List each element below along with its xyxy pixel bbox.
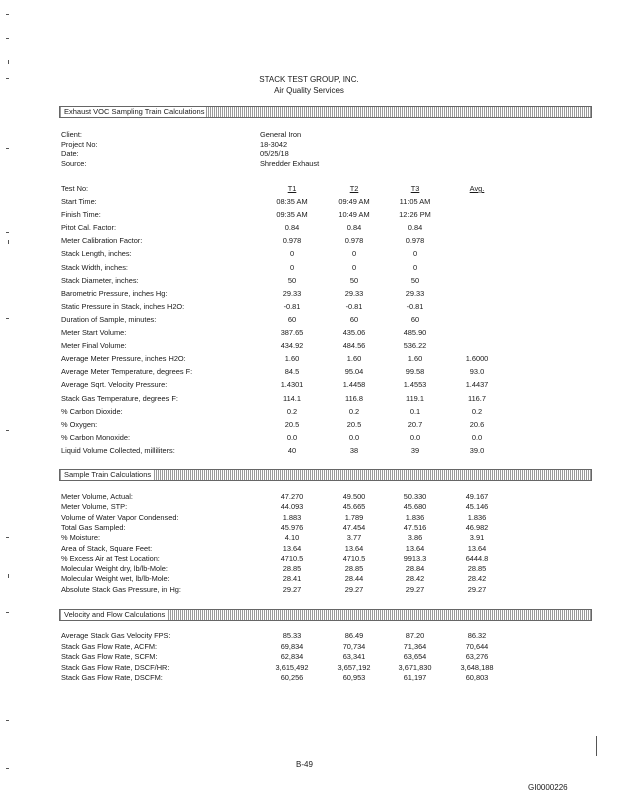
cell-t1: 387.65 <box>280 328 304 337</box>
cell-avg: 0.2 <box>471 406 483 416</box>
cell-t2: 3,657,192 <box>337 662 371 672</box>
cell-avg: 20.6 <box>469 419 485 429</box>
cell-t1: 45.976 <box>280 522 304 532</box>
cell-avg: 6444.8 <box>465 553 489 563</box>
cell-t3: 11:05 AM <box>399 197 431 206</box>
table-row <box>61 275 581 287</box>
cell-t3: 536.22 <box>403 341 427 351</box>
table-row <box>61 379 581 391</box>
row-label: % Carbon Monoxide: <box>61 432 131 442</box>
table-row <box>61 340 581 352</box>
table-row <box>61 288 581 300</box>
info-value: 05/25/18 <box>260 149 289 159</box>
cell-t1: 69,834 <box>280 641 304 651</box>
column-label: Test No: <box>61 184 89 193</box>
row-label: Molecular Weight dry, lb/lb-Mole: <box>61 564 168 574</box>
info-row <box>61 130 461 140</box>
section-bar-sample <box>59 469 592 481</box>
table-row <box>61 584 581 596</box>
cell-avg: 60,803 <box>465 673 489 683</box>
row-label: Meter Volume, Actual: <box>61 492 133 501</box>
page-number: B-49 <box>296 760 313 769</box>
cell-t3: 1.60 <box>407 354 423 364</box>
cell-t3: 63,654 <box>403 652 427 662</box>
cell-t2: 3.77 <box>346 533 362 543</box>
table-row <box>61 196 581 208</box>
cell-t1: 0.2 <box>286 406 298 416</box>
cell-avg: 86.32 <box>467 631 487 640</box>
row-label: Start Time: <box>61 197 97 206</box>
cell-t2: 20.5 <box>346 419 362 429</box>
cell-t3: 3.86 <box>407 533 423 543</box>
cell-t2: 60 <box>349 314 359 324</box>
document-id: GI0000226 <box>528 783 568 792</box>
cell-t2: 0.84 <box>346 223 362 233</box>
cell-t1: 28.85 <box>282 564 302 574</box>
cell-avg: 0.0 <box>471 432 483 442</box>
cell-t1: 60 <box>287 314 297 324</box>
row-label: % Moisture: <box>61 533 101 543</box>
row-label: Pitot Cal. Factor: <box>61 223 117 233</box>
cell-t3: 0.84 <box>407 223 423 233</box>
cell-avg: 116.7 <box>468 393 486 403</box>
row-label: Stack Gas Flow Rate, DSCF/HR: <box>61 662 170 672</box>
cell-t1: 44.093 <box>280 502 304 512</box>
cell-t2: 63,341 <box>342 652 366 662</box>
cell-t3: 87.20 <box>405 631 425 640</box>
cell-t3: 28.42 <box>405 574 425 584</box>
company-subtitle: Air Quality Services <box>274 86 344 95</box>
cell-avg: 63,276 <box>465 652 489 662</box>
cell-t1: 29.33 <box>282 288 302 298</box>
row-label: Absolute Stack Gas Pressure, in Hg: <box>61 584 181 594</box>
cell-t2: 70,734 <box>342 641 366 651</box>
cell-t3: 3,671,830 <box>398 662 432 672</box>
cell-t1: 29.27 <box>282 584 302 594</box>
cell-t2: 47.454 <box>342 522 366 532</box>
cell-t3: 485.90 <box>403 328 427 337</box>
cell-t2: 28.44 <box>344 574 364 584</box>
cell-t1: 0.0 <box>286 432 298 442</box>
cell-t1: 62,834 <box>280 652 304 662</box>
info-label: Source: <box>61 158 87 168</box>
cell-avg: 1.6000 <box>465 354 489 364</box>
cell-t3: 1.4553 <box>403 380 427 390</box>
row-label: % Oxygen: <box>61 419 98 429</box>
table-row <box>61 235 581 247</box>
cell-t2: 50 <box>349 275 359 285</box>
cell-avg: 3.91 <box>469 533 485 543</box>
column-t3: T3 <box>410 184 420 193</box>
cell-t2: 13.64 <box>344 543 364 553</box>
info-row <box>61 140 461 150</box>
cell-t2: 38 <box>349 445 359 455</box>
row-label: Stack Gas Flow Rate, SCFM: <box>61 652 158 662</box>
cell-t2: 116.8 <box>345 393 363 403</box>
cell-avg: 45.146 <box>465 502 489 512</box>
row-label: Average Meter Temperature, degrees F: <box>61 367 193 377</box>
row-label: Average Meter Pressure, inches H2O: <box>61 354 186 364</box>
table-row <box>61 222 581 234</box>
cell-t2: 10:49 AM <box>338 210 370 220</box>
row-label: Liquid Volume Collected, milliliters: <box>61 445 175 455</box>
cell-t2: 60,953 <box>342 673 366 683</box>
row-label: Stack Gas Flow Rate, DSCFM: <box>61 673 163 683</box>
cell-t2: 45.665 <box>342 502 366 512</box>
row-label: Static Pressure in Stack, inches H2O: <box>61 301 185 311</box>
cell-t2: 0.0 <box>348 432 360 442</box>
section-bar-velocity <box>59 609 592 621</box>
cell-avg: 93.0 <box>469 367 485 377</box>
cell-t3: 13.64 <box>405 543 425 553</box>
cell-t2: 1.789 <box>344 512 364 522</box>
table-row <box>61 209 581 221</box>
cell-t1: 0.84 <box>284 223 300 233</box>
cell-t3: 1.836 <box>405 512 425 522</box>
cell-t2: 0.2 <box>348 406 360 416</box>
company-name: STACK TEST GROUP, INC. <box>259 75 359 84</box>
cell-avg: 1.836 <box>467 512 487 522</box>
cell-t3: 9913.3 <box>403 553 427 563</box>
row-label: Stack Diameter, inches: <box>61 275 139 285</box>
cell-t1: 85.33 <box>282 631 302 640</box>
cell-t3: 119.1 <box>406 393 424 403</box>
row-label: Barometric Pressure, inches Hg: <box>61 288 168 298</box>
cell-avg: 39.0 <box>469 445 485 455</box>
cell-t2: 49.500 <box>342 492 366 501</box>
row-label: % Carbon Dioxide: <box>61 406 123 416</box>
row-label: Average Sqrt. Velocity Pressure: <box>61 380 168 390</box>
cell-t2: 0.978 <box>344 236 364 246</box>
cell-t1: 1.60 <box>284 354 300 364</box>
cell-t1: 20.5 <box>284 419 300 429</box>
cell-t2: 0 <box>351 262 357 272</box>
info-value: General Iron <box>260 130 302 139</box>
table-row <box>61 327 581 339</box>
cell-t3: 50.330 <box>403 492 427 501</box>
cell-t1: 1.883 <box>282 512 302 522</box>
cell-t1: 4710.5 <box>280 553 304 563</box>
cell-t3: 0.978 <box>405 236 425 246</box>
cell-t2: 29.27 <box>344 584 364 594</box>
cell-t2: 4710.5 <box>342 553 366 563</box>
cell-t1: 0 <box>289 249 295 259</box>
column-t2: T2 <box>349 184 359 193</box>
cell-t3: 50 <box>410 275 420 285</box>
cell-t1: 4.10 <box>284 533 300 543</box>
cell-t1: 84.5 <box>284 367 300 377</box>
cell-avg: 29.27 <box>467 584 487 594</box>
table-row <box>61 406 581 418</box>
row-label: Stack Gas Temperature, degrees F: <box>61 393 178 403</box>
cell-avg: 28.85 <box>467 564 487 574</box>
cell-t2: -0.81 <box>345 301 363 311</box>
table-row <box>61 301 581 313</box>
cell-t3: 20.7 <box>407 419 423 429</box>
cell-t3: 71,364 <box>403 641 427 651</box>
info-label: Project No: <box>61 139 98 149</box>
row-label: Molecular Weight wet, lb/lb-Mole: <box>61 574 170 584</box>
section-title-sampling: Exhaust VOC Sampling Train Calculations <box>64 107 205 116</box>
cell-t1: 28.41 <box>282 574 302 584</box>
cell-t3: 45.680 <box>403 502 427 512</box>
row-label: Area of Stack, Square Feet: <box>61 543 153 553</box>
cell-t1: 3,615,492 <box>275 662 309 672</box>
cell-t2: 29.33 <box>344 288 364 298</box>
cell-t2: 435.06 <box>342 328 366 337</box>
cell-t1: 13.64 <box>282 543 302 553</box>
row-label: Stack Length, inches: <box>61 249 132 259</box>
info-label: Date: <box>61 149 79 159</box>
cell-t3: 0 <box>412 249 418 259</box>
cell-t3: 61,197 <box>403 673 427 683</box>
cell-t2: 0 <box>351 249 357 259</box>
cell-t2: 95.04 <box>344 367 364 377</box>
cell-t3: -0.81 <box>406 301 424 311</box>
cell-t2: 09:49 AM <box>338 197 370 206</box>
cell-t2: 1.4458 <box>342 380 366 390</box>
row-label: Average Stack Gas Velocity FPS: <box>61 631 171 640</box>
cell-t1: 0 <box>289 262 295 272</box>
info-value: Shredder Exhaust <box>260 158 320 168</box>
cell-t1: -0.81 <box>283 301 301 311</box>
cell-t1: 0.978 <box>282 236 302 246</box>
cell-t3: 0 <box>412 262 418 272</box>
table-row <box>61 445 581 457</box>
cell-t1: 09:35 AM <box>276 210 308 220</box>
cell-t3: 39 <box>410 445 420 455</box>
cell-t1: 60,256 <box>280 673 304 683</box>
info-row <box>61 159 461 169</box>
cell-t1: 114.1 <box>283 393 301 403</box>
cell-t1: 434.92 <box>280 341 304 351</box>
table-row <box>61 262 581 274</box>
cell-avg: 49.167 <box>465 492 489 501</box>
row-label: Meter Start Volume: <box>61 328 127 337</box>
section-title-velocity: Velocity and Flow Calculations <box>64 610 166 619</box>
cell-t2: 484.56 <box>342 341 366 351</box>
cell-t2: 1.60 <box>346 354 362 364</box>
cell-avg: 46.982 <box>465 522 489 532</box>
cell-t2: 28.85 <box>344 564 364 574</box>
column-header-row <box>61 183 581 195</box>
row-label: Total Gas Sampled: <box>61 522 126 532</box>
info-label: Client: <box>61 130 82 139</box>
row-label: Meter Calibration Factor: <box>61 236 143 246</box>
cell-t3: 12:26 PM <box>399 210 431 220</box>
table-row <box>61 432 581 444</box>
row-label: Finish Time: <box>61 210 101 220</box>
info-row <box>61 149 461 159</box>
column-t1: T1 <box>287 184 297 193</box>
cell-t3: 29.33 <box>405 288 425 298</box>
cell-t1: 1.4301 <box>280 380 304 390</box>
table-row <box>61 393 581 405</box>
cell-avg: 1.4437 <box>465 380 489 390</box>
cell-t1: 50 <box>287 275 297 285</box>
row-label: Stack Gas Flow Rate, ACFM: <box>61 641 158 651</box>
table-row <box>61 314 581 326</box>
cell-t3: 60 <box>410 314 420 324</box>
cell-avg: 3,648,188 <box>460 662 494 672</box>
section-bar-sampling <box>59 106 592 118</box>
table-row <box>61 366 581 378</box>
row-label: % Excess Air at Test Location: <box>61 553 160 563</box>
row-label: Stack Width, inches: <box>61 262 128 272</box>
cell-t3: 28.84 <box>405 564 425 574</box>
row-label: Duration of Sample, minutes: <box>61 314 157 324</box>
row-label: Volume of Water Vapor Condensed: <box>61 512 179 522</box>
row-label: Meter Volume, STP: <box>61 502 128 512</box>
cell-t1: 08:35 AM <box>276 197 308 206</box>
info-value: 18-3042 <box>260 139 288 149</box>
cell-t3: 47.516 <box>403 522 427 532</box>
cell-avg: 28.42 <box>467 574 487 584</box>
table-row <box>61 353 581 365</box>
cell-t1: 40 <box>287 445 297 455</box>
cell-t2: 86.49 <box>344 631 364 640</box>
cell-t3: 99.58 <box>405 367 425 377</box>
table-row <box>61 672 581 684</box>
row-label: Meter Final Volume: <box>61 341 127 351</box>
table-row <box>61 419 581 431</box>
cell-t1: 47.270 <box>280 492 304 501</box>
table-row <box>61 248 581 260</box>
cell-t3: 0.0 <box>409 432 421 442</box>
section-title-sample: Sample Train Calculations <box>64 470 152 479</box>
column-avg: Avg. <box>469 184 485 193</box>
cell-avg: 13.64 <box>467 543 487 553</box>
cell-t3: 0.1 <box>409 406 421 416</box>
cell-avg: 70,644 <box>465 641 489 651</box>
cell-t3: 29.27 <box>405 584 425 594</box>
